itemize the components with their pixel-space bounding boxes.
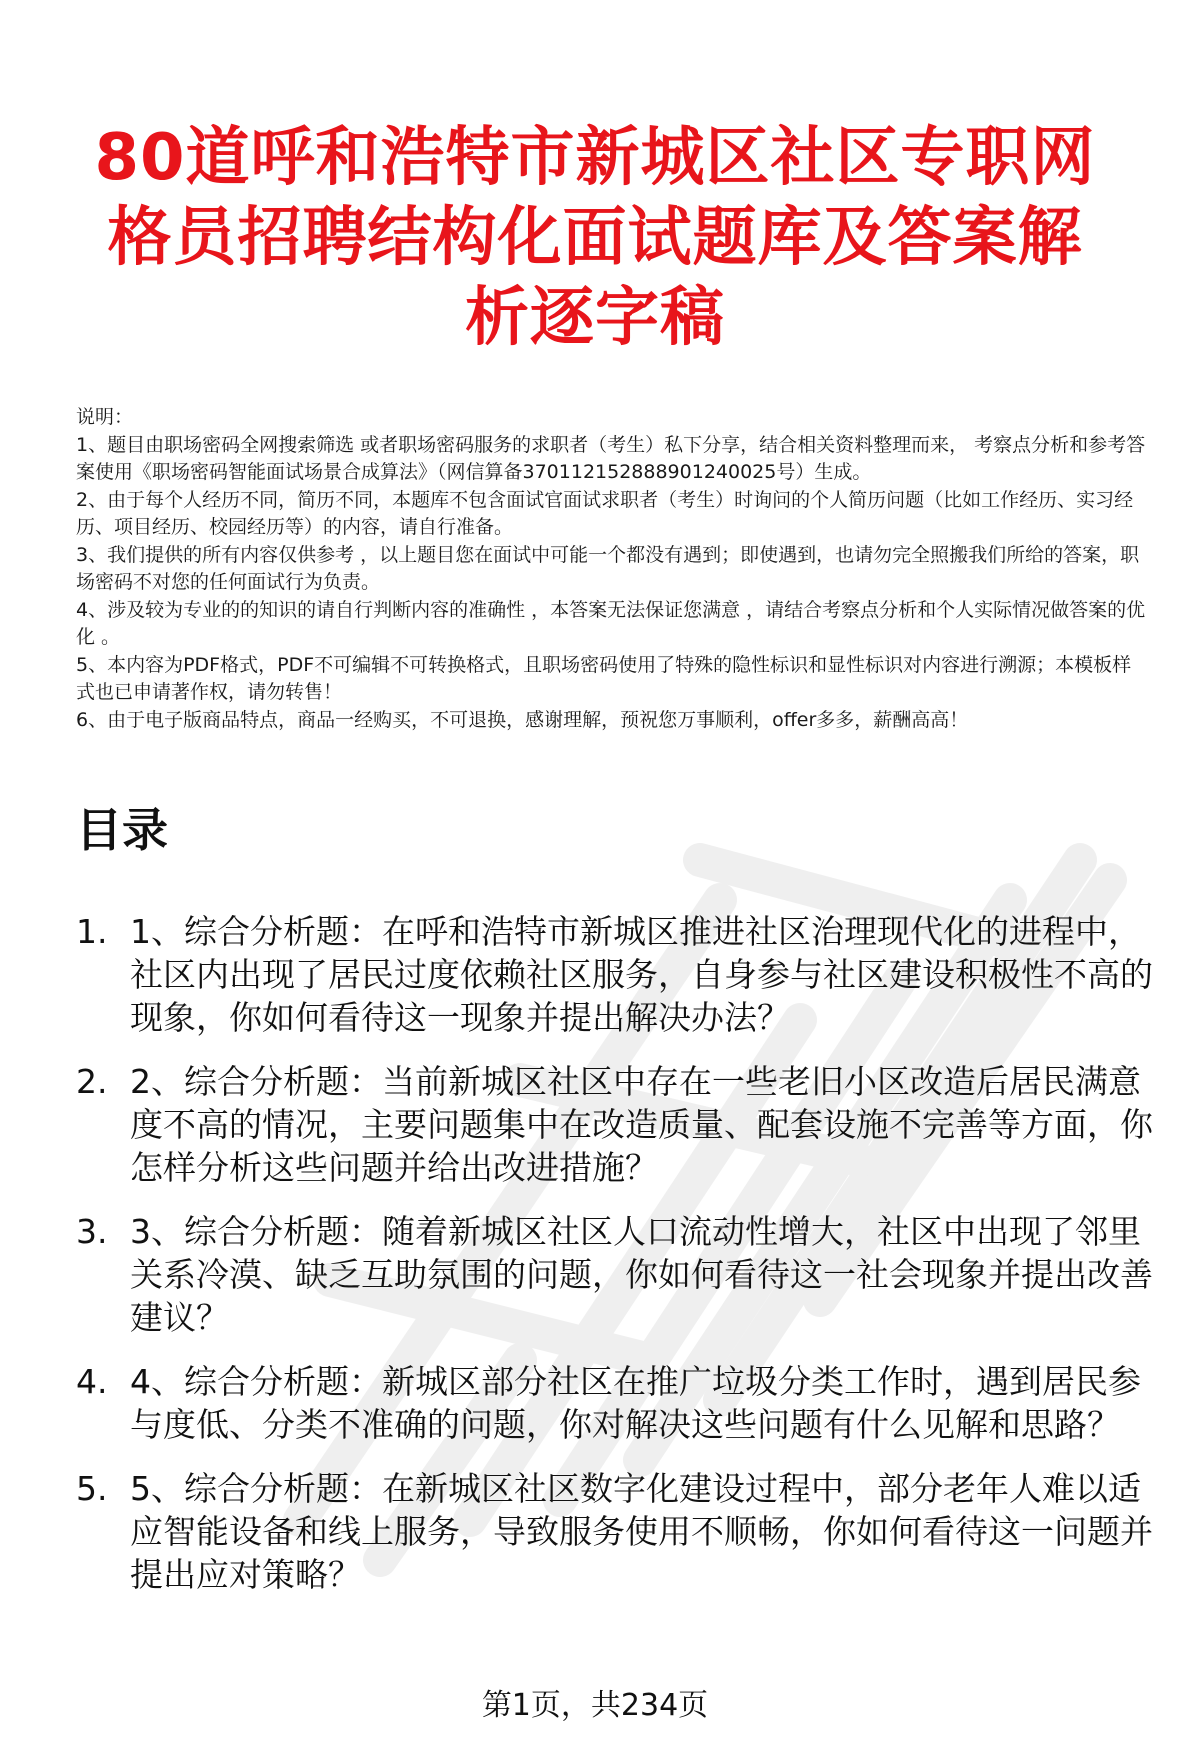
toc-item-number: 1.	[76, 912, 108, 951]
document-title: 80道呼和浩特市新城区社区专职网格员招聘结构化面试题库及答案解析逐字稿	[94, 121, 1096, 355]
note-line: 2、由于每个人经历不同，简历不同，本题库不包含面试官面试求职者（考生）时询问的个人简历问题（比如工作经历、实习经历、项目经历、校园经历等）的内容，请自行准备。	[76, 488, 1134, 538]
toc-item[interactable]	[76, 1467, 1166, 1596]
toc-item[interactable]	[76, 1060, 1166, 1189]
note-line: 6、由于电子版商品特点，商品一经购买，不可退换，感谢理解，预祝您万事顺利，offer多多，薪酬高高！	[76, 708, 969, 731]
table-of-contents	[76, 910, 1166, 1617]
toc-item-number: 3.	[76, 1212, 108, 1251]
toc-item-number: 4.	[76, 1362, 108, 1401]
toc-item-text: 1、综合分析题：在呼和浩特市新城区推进社区治理现代化的进程中，社区内出现了居民过度依赖社区服务，自身参与社区建设积极性不高的现象，你如何看待这一现象并提出解决办法？	[130, 912, 1153, 1037]
toc-item-text: 5、综合分析题：在新城区社区数字化建设过程中，部分老年人难以适应智能设备和线上服务，导致服务使用不顺畅，你如何看待这一问题并提出应对策略？	[130, 1469, 1153, 1594]
toc-item-text: 2、综合分析题：当前新城区社区中存在一些老旧小区改造后居民满意度不高的情况，主要问题集中在改造质量、配套设施不完善等方面，你怎样分析这些问题并给出改进措施？	[130, 1062, 1153, 1187]
toc-item[interactable]	[76, 1360, 1166, 1446]
note-line: 5、本内容为PDF格式，PDF不可编辑不可转换格式，且职场密码使用了特殊的隐性标识和显性标识对内容进行溯源；本模板样式也已申请著作权，请勿转售！	[76, 653, 1132, 703]
note-line: 3、我们提供的所有内容仅供参考 ，以上题目您在面试中可能一个都没有遇到；即使遇到，也请勿完全照搬我们所给的答案，职场密码不对您的任何面试行为负责。	[76, 543, 1140, 593]
disclaimer-notes	[76, 404, 1148, 734]
note-line: 4、涉及较为专业的的知识的请自行判断内容的准确性 ，本答案无法保证您满意 ，请结合考察点分析和个人实际情况做答案的优化 。	[76, 598, 1146, 648]
toc-item-number: 5.	[76, 1469, 108, 1508]
toc-item[interactable]	[76, 910, 1166, 1039]
note-line: 1、题目由职场密码全网搜索筛选 或者职场密码服务的求职者（考生）私下分享，结合相关资料整理而来， 考察点分析和参考答案使用《职场密码智能面试场景合成算法》（网信算备370112152888901240025号）生成。	[76, 433, 1146, 483]
toc-item-text: 4、综合分析题：新城区部分社区在推广垃圾分类工作时，遇到居民参与度低、分类不准确的问题，你对解决这些问题有什么见解和思路？	[130, 1362, 1141, 1444]
toc-heading: 目录	[76, 803, 168, 857]
toc-item-number: 2.	[76, 1062, 108, 1101]
note-line: 说明：	[76, 406, 134, 428]
page-number-footer: 第1页，共234页	[481, 1688, 709, 1723]
toc-item-text: 3、综合分析题：随着新城区社区人口流动性增大，社区中出现了邻里关系冷漠、缺乏互助氛围的问题，你如何看待这一社会现象并提出改善建议？	[130, 1212, 1153, 1337]
toc-item[interactable]	[76, 1210, 1166, 1339]
